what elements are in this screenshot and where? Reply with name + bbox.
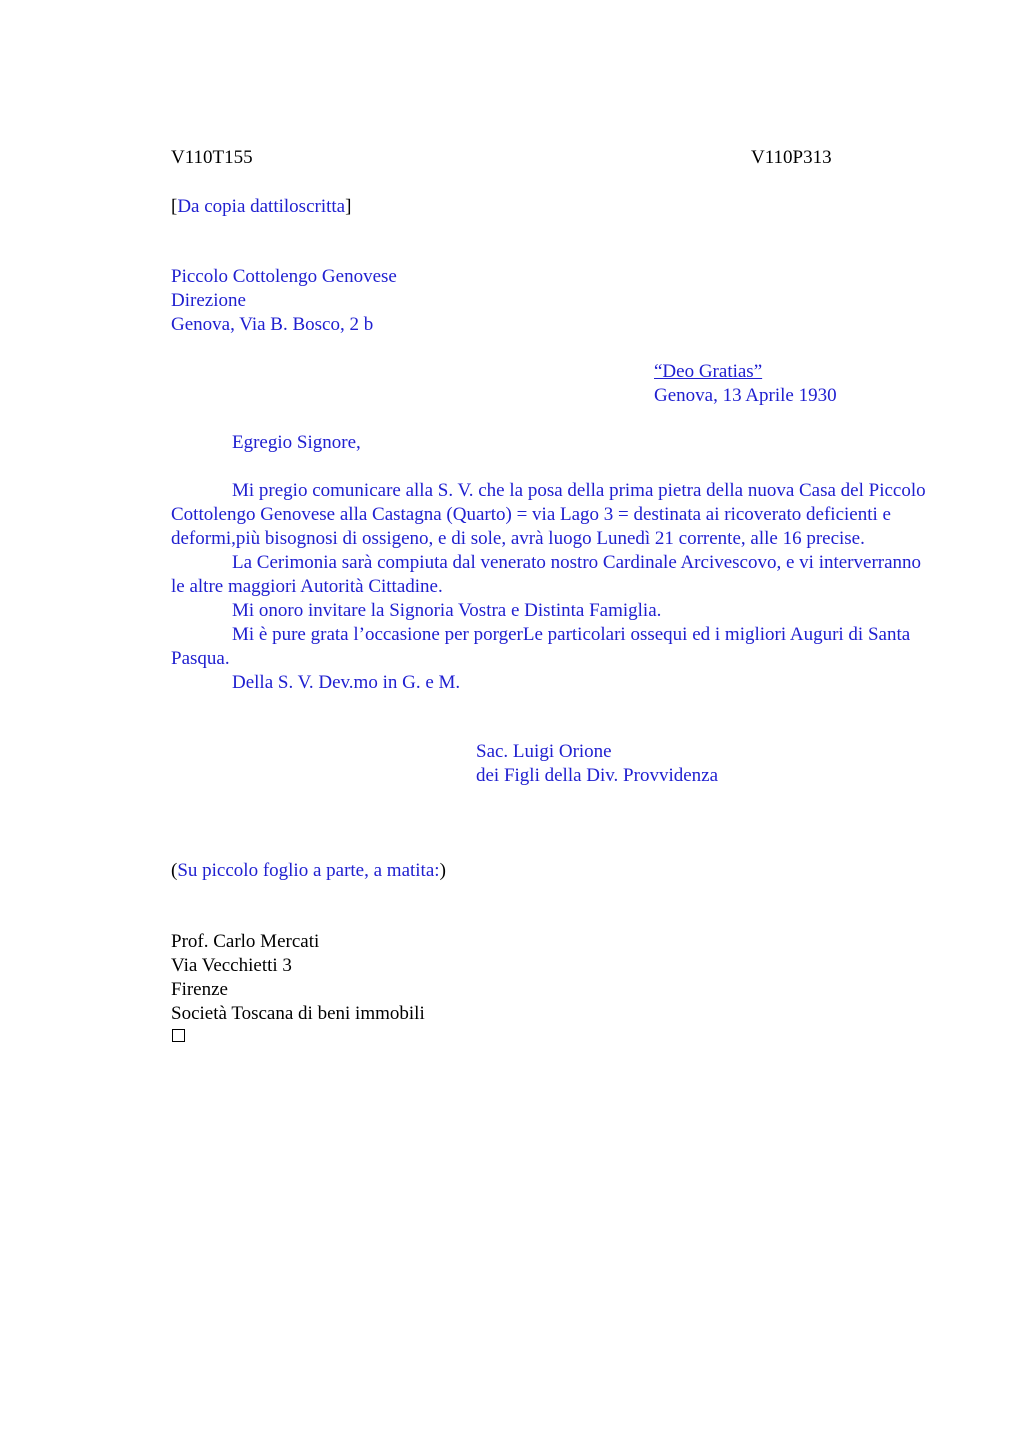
signature-line: dei Figli della Div. Provvidenza <box>476 765 719 786</box>
body-paragraph: La Cerimonia sarà compiuta dal venerato nostro Cardinale Arcivescovo, e vi interverranno le altre maggiori Autorità Cittadine. <box>171 552 922 597</box>
address-line: Via Vecchietti 3 <box>171 955 292 976</box>
source-note-close-bracket: ] <box>345 196 352 217</box>
header-left-code: V110T155 <box>171 147 253 168</box>
dateline <box>654 360 837 408</box>
motto: “Deo Gratias” <box>654 361 763 382</box>
recipient-address <box>171 930 425 1026</box>
pencil-note-open-paren: ( <box>171 860 178 881</box>
signature-line: Sac. Luigi Orione <box>476 741 612 762</box>
body-paragraph: Mi pregio comunicare alla S. V. che la posa della prima pietra della nuova Casa del Piccolo Cottolengo Genovese alla Castagna (Quarto) = via Lago 3 = destinata ai ricoverato deficienti e deformi,più bisognosi di ossigeno, e di sole, avrà luogo Lunedì 21 corrente, alle 16 precise. <box>171 480 926 549</box>
letterhead-line: Direzione <box>171 290 246 311</box>
body-paragraph: Mi onoro invitare la Signoria Vostra e Distinta Famiglia. <box>232 600 662 621</box>
address-line: Prof. Carlo Mercati <box>171 931 320 952</box>
signature <box>476 740 718 788</box>
body-paragraph: Della S. V. Dev.mo in G. e M. <box>232 672 461 693</box>
salutation: Egregio Signore, <box>232 432 361 453</box>
source-note-open-bracket: [ <box>171 196 178 217</box>
body-paragraph: Mi è pure grata l’occasione per porgerLe particolari ossequi ed i migliori Auguri di Santa Pasqua. <box>171 624 911 669</box>
letterhead-line: Piccolo Cottolengo Genovese <box>171 266 397 287</box>
address-line: Firenze <box>171 979 228 1000</box>
letterhead-line: Genova, Via B. Bosco, 2 b <box>171 314 374 335</box>
letter-date: Genova, 13 Aprile 1930 <box>654 385 837 406</box>
empty-box-symbol <box>172 1029 185 1042</box>
letter-body <box>171 479 927 695</box>
header-right-code: V110P313 <box>751 147 832 168</box>
source-note <box>171 195 351 219</box>
letterhead <box>171 265 397 337</box>
pencil-note-close-paren: ) <box>439 860 446 881</box>
source-note-text: Da copia dattiloscritta <box>177 196 346 217</box>
pencil-note <box>171 859 446 883</box>
pencil-note-text: Su piccolo foglio a parte, a matita: <box>177 860 440 881</box>
address-line: Società Toscana di beni immobili <box>171 1003 425 1024</box>
